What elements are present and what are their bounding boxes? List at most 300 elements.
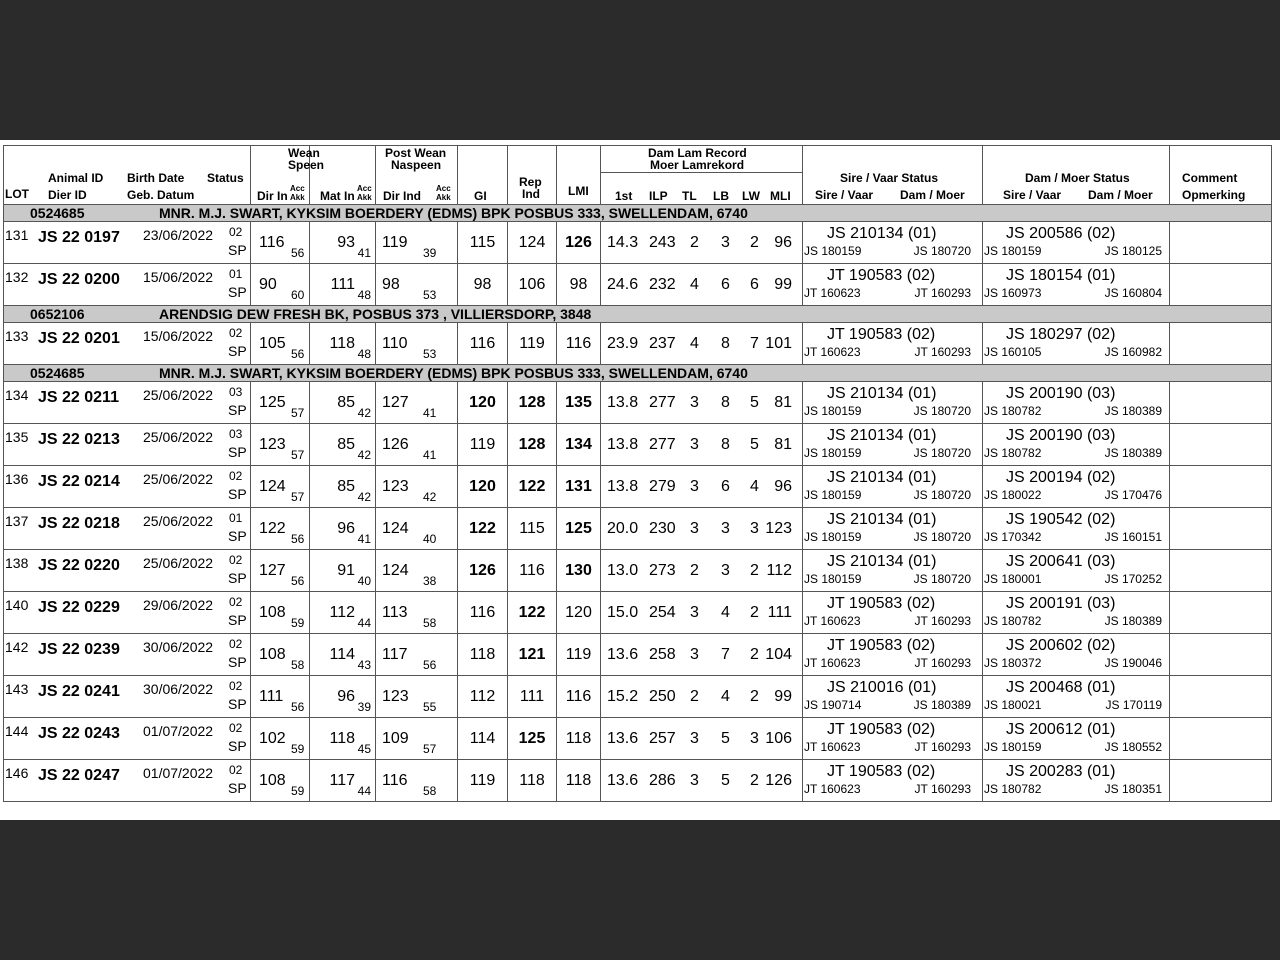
dam-tl: 3 (690, 436, 699, 453)
dam-first: 20.0 (607, 520, 639, 537)
animal-identity-cell (4, 466, 251, 508)
dam-lb: 5 (721, 730, 730, 747)
rep-ind-cell: 111 (508, 676, 557, 718)
wean-mat-acc: 48 (357, 288, 371, 302)
post-wean-acc: 42 (423, 490, 437, 504)
wean-mat-cell (310, 222, 376, 264)
sire-dam: JT 160293 (914, 614, 971, 628)
dam-mli: 96 (774, 478, 792, 495)
wean-mat-index: 85 (337, 394, 355, 411)
breeder-number: 0524685 (30, 365, 85, 381)
dam-sire: JS 180159 (984, 244, 1042, 258)
animal-identity-cell (4, 676, 251, 718)
header-moer-lamrekord: Moer Lamrekord (650, 158, 745, 172)
lmi-cell: 125 (557, 508, 601, 550)
dam-tl: 2 (690, 688, 699, 705)
dam-first: 15.0 (607, 604, 639, 621)
animal-id: JS 22 0243 (38, 725, 120, 742)
dam-first: 15.2 (607, 688, 639, 705)
dam-lb: 3 (721, 520, 730, 537)
wean-dir-acc: 56 (291, 700, 305, 714)
dam-record-cell (601, 382, 803, 424)
sire-sire: JT 160623 (804, 345, 861, 359)
owner-line (4, 365, 1271, 381)
header-lw: LW (742, 189, 760, 203)
lot-number: 138 (5, 555, 29, 571)
dam-lw: 4 (750, 478, 759, 495)
dam-record-cell (601, 323, 803, 365)
wean-mat-index: 117 (329, 772, 355, 789)
dam-tl: 3 (690, 394, 699, 411)
dam-dam: JS 160804 (1104, 286, 1162, 300)
dam-lw: 2 (750, 234, 759, 251)
wean-mat-cell (310, 760, 376, 802)
sire-status-cell (803, 760, 983, 802)
animal-row (4, 676, 1272, 718)
owner-group-row (4, 365, 1272, 382)
dam-record-cell (601, 676, 803, 718)
wean-dir-cell (251, 264, 310, 306)
dam-tl: 4 (690, 276, 699, 293)
wean-dir-index: 111 (259, 688, 284, 705)
post-wean-acc: 57 (423, 742, 437, 756)
sire-id: JS 210134 (01) (827, 385, 937, 402)
dam-id: JS 200602 (02) (1006, 637, 1116, 654)
wean-mat-cell (310, 592, 376, 634)
header-akk: Akk (436, 193, 451, 202)
header-akk: Akk (357, 193, 372, 202)
dam-sire: JS 180782 (984, 782, 1042, 796)
status-code: 02 (229, 225, 243, 239)
lmi-cell: 116 (557, 676, 601, 718)
header-dier-id: Dier ID (48, 188, 87, 202)
dam-mli: 112 (766, 562, 792, 579)
header-dir-ind: Dir Ind (383, 189, 421, 203)
sire-id: JS 210134 (01) (827, 469, 937, 486)
wean-mat-acc: 43 (357, 658, 371, 672)
sire-id: JS 210016 (01) (827, 679, 937, 696)
animal-id: JS 22 0213 (38, 431, 120, 448)
wean-dir-acc: 56 (291, 532, 305, 546)
wean-dir-index: 108 (259, 646, 286, 663)
owner-group-row (4, 306, 1272, 323)
gi-cell: 119 (458, 424, 508, 466)
dam-ilp: 258 (649, 646, 676, 663)
dam-status-cell (983, 222, 1170, 264)
wean-dir-index: 108 (259, 772, 286, 789)
dam-lb: 8 (721, 436, 730, 453)
dam-dam: JS 160982 (1104, 345, 1162, 359)
sire-status-cell (803, 323, 983, 365)
rep-ind-cell: 116 (508, 550, 557, 592)
animal-row (4, 264, 1272, 306)
dam-status-cell (983, 718, 1170, 760)
dam-tl: 3 (690, 730, 699, 747)
header-birth-date: Birth Date (127, 171, 185, 185)
post-wean-index: 113 (382, 604, 408, 621)
dam-sire: JS 180022 (984, 488, 1042, 502)
dam-record-cell (601, 424, 803, 466)
animal-row (4, 222, 1272, 264)
animal-id: JS 22 0220 (38, 557, 120, 574)
birth-date: 29/06/2022 (143, 597, 214, 613)
header-ilp: ILP (649, 189, 668, 203)
status-code: 01 (229, 511, 243, 525)
header-lmi-label: LMI (568, 184, 589, 198)
sire-id: JT 190583 (02) (827, 763, 936, 780)
animal-row (4, 424, 1272, 466)
post-wean-acc: 58 (423, 616, 437, 630)
wean-mat-index: 96 (337, 688, 355, 705)
lot-number: 132 (5, 269, 29, 285)
wean-mat-index: 118 (329, 335, 355, 352)
birth-date: 30/06/2022 (143, 639, 214, 655)
post-wean-index: 126 (382, 436, 409, 453)
dam-lw: 2 (750, 688, 759, 705)
header-status: Status (207, 171, 244, 185)
wean-dir-acc: 58 (291, 658, 305, 672)
header-wean-dir (251, 146, 325, 205)
status-code: 02 (229, 763, 243, 777)
comment-cell (1170, 676, 1272, 718)
post-wean-cell (376, 718, 458, 760)
animal-id: JS 22 0229 (38, 599, 120, 616)
dam-tl: 3 (690, 772, 699, 789)
dam-mli: 106 (765, 730, 792, 747)
dam-mli: 99 (774, 276, 792, 293)
wean-mat-cell (310, 508, 376, 550)
dam-status-cell (983, 424, 1170, 466)
header-acc: Acc (290, 184, 305, 193)
dam-ilp: 286 (649, 772, 676, 789)
post-wean-acc: 58 (423, 784, 437, 798)
header-akk: Akk (290, 193, 305, 202)
wean-dir-acc: 57 (291, 406, 305, 420)
post-wean-acc: 38 (423, 574, 437, 588)
wean-mat-index: 112 (329, 604, 355, 621)
post-wean-index: 98 (382, 276, 400, 293)
dam-status-cell (983, 323, 1170, 365)
sire-dam: JT 160293 (914, 286, 971, 300)
wean-dir-cell (251, 760, 310, 802)
post-wean-index: 119 (382, 234, 408, 251)
animal-row (4, 592, 1272, 634)
wean-dir-index: 105 (259, 335, 286, 352)
wean-dir-cell (251, 323, 310, 365)
dam-id: JS 190542 (02) (1006, 511, 1116, 528)
rep-ind-cell: 115 (508, 508, 557, 550)
dam-lw: 2 (750, 604, 759, 621)
sire-status-cell (803, 222, 983, 264)
wean-mat-index: 114 (329, 646, 355, 663)
status-type: SP (228, 242, 247, 258)
status-type: SP (228, 486, 247, 502)
animal-row (4, 760, 1272, 802)
wean-mat-acc: 44 (357, 616, 371, 630)
dam-mli: 81 (774, 394, 792, 411)
comment-cell (1170, 323, 1272, 365)
dam-lw: 6 (750, 276, 759, 293)
sire-dam: JS 180720 (913, 488, 971, 502)
dam-record-cell (601, 264, 803, 306)
wean-dir-acc: 59 (291, 784, 305, 798)
dam-sire: JS 180001 (984, 572, 1042, 586)
wean-dir-acc: 60 (291, 288, 305, 302)
animal-id: JS 22 0218 (38, 515, 120, 532)
wean-dir-index: 125 (259, 394, 286, 411)
dam-lb: 6 (721, 478, 730, 495)
rep-ind-cell: 106 (508, 264, 557, 306)
sire-dam: JT 160293 (914, 656, 971, 670)
status-type: SP (228, 780, 247, 796)
dam-first: 13.8 (607, 436, 639, 453)
birth-date: 25/06/2022 (143, 471, 214, 487)
animal-identity-cell (4, 508, 251, 550)
header-animal-id: Animal ID (48, 171, 104, 185)
dam-status-cell (983, 508, 1170, 550)
post-wean-cell (376, 323, 458, 365)
dam-tl: 3 (690, 478, 699, 495)
header-dam-status (983, 146, 1170, 205)
dam-lb: 4 (721, 688, 730, 705)
sale-catalogue-table (3, 145, 1272, 802)
sire-sire: JS 180159 (804, 404, 862, 418)
dam-id: JS 200641 (03) (1006, 553, 1116, 570)
dam-status-cell (983, 634, 1170, 676)
wean-dir-acc: 56 (291, 574, 305, 588)
status-type: SP (228, 738, 247, 754)
animal-identity-cell (4, 382, 251, 424)
animal-id: JS 22 0239 (38, 641, 120, 658)
dam-lw: 2 (750, 772, 759, 789)
wean-dir-index: 102 (259, 730, 286, 747)
animal-id: JS 22 0241 (38, 683, 120, 700)
wean-mat-acc: 41 (357, 246, 371, 260)
dam-sire: JS 160973 (984, 286, 1042, 300)
wean-mat-index: 93 (337, 234, 355, 251)
animal-row (4, 718, 1272, 760)
dam-tl: 2 (690, 234, 699, 251)
dam-record-cell (601, 550, 803, 592)
gi-cell: 122 (458, 508, 508, 550)
owner-group-cell (4, 205, 1272, 222)
wean-mat-index: 111 (330, 276, 355, 293)
birth-date: 25/06/2022 (143, 555, 214, 571)
header-speen: Speen (288, 158, 325, 172)
birth-date: 30/06/2022 (143, 681, 214, 697)
gi-cell: 120 (458, 466, 508, 508)
sire-sire: JS 180159 (804, 572, 862, 586)
post-wean-acc: 56 (423, 658, 437, 672)
dam-dam: JS 170476 (1104, 488, 1162, 502)
animal-row (4, 550, 1272, 592)
dam-first: 13.6 (607, 646, 639, 663)
gi-cell: 114 (458, 718, 508, 760)
dam-tl: 3 (690, 604, 699, 621)
wean-dir-index: 124 (259, 478, 286, 495)
lmi-cell: 120 (557, 592, 601, 634)
header-dam-moer-status: Dam / Moer Status (1025, 171, 1130, 185)
gi-cell: 120 (458, 382, 508, 424)
wean-dir-cell (251, 550, 310, 592)
sire-id: JS 210134 (01) (827, 553, 937, 570)
status-type: SP (228, 284, 247, 300)
post-wean-cell (376, 760, 458, 802)
post-wean-index: 109 (382, 730, 409, 747)
dam-mli: 126 (765, 772, 792, 789)
header-wean: Wean (288, 146, 320, 160)
sire-sire: JS 180159 (804, 446, 862, 460)
sire-dam: JS 180389 (913, 698, 971, 712)
animal-id: JS 22 0247 (38, 767, 120, 784)
post-wean-index: 123 (382, 688, 409, 705)
lmi-cell: 116 (557, 323, 601, 365)
wean-dir-index: 122 (259, 520, 286, 537)
dam-dam: JS 180389 (1104, 404, 1162, 418)
owner-name: ARENDSIG DEW FRESH BK, POSBUS 373 , VILLIERSDORP, 3848 (159, 306, 592, 322)
wean-mat-cell (310, 718, 376, 760)
wean-mat-cell (310, 634, 376, 676)
post-wean-acc: 55 (423, 700, 437, 714)
dam-id: JS 200191 (03) (1006, 595, 1116, 612)
dam-status-cell (983, 592, 1170, 634)
rep-ind-cell: 121 (508, 634, 557, 676)
wean-dir-cell (251, 466, 310, 508)
lot-number: 143 (5, 681, 29, 697)
dam-id: JS 200283 (01) (1006, 763, 1116, 780)
breeder-number: 0524685 (30, 205, 85, 221)
header-rep-ind (508, 146, 557, 205)
dam-dam: JS 170119 (1105, 698, 1162, 712)
birth-date: 01/07/2022 (143, 765, 214, 781)
rep-ind-cell: 118 (508, 760, 557, 802)
dam-lw: 7 (750, 335, 759, 352)
lot-number: 136 (5, 471, 29, 487)
sire-sire: JS 180159 (804, 488, 862, 502)
wean-mat-acc: 41 (357, 532, 371, 546)
dam-tl: 4 (690, 335, 699, 352)
sire-dam: JS 180720 (913, 572, 971, 586)
dam-first: 13.0 (607, 562, 639, 579)
sire-status-cell (803, 382, 983, 424)
sire-status-cell (803, 550, 983, 592)
wean-mat-acc: 39 (357, 700, 371, 714)
header-lb: LB (713, 189, 729, 203)
header-post-wean-en: Post Wean (385, 146, 447, 160)
dam-dam: JS 180552 (1104, 740, 1162, 754)
header-comment (1170, 146, 1272, 205)
animal-identity-cell (4, 634, 251, 676)
dam-record-cell (601, 760, 803, 802)
status-code: 01 (229, 267, 243, 281)
status-type: SP (228, 612, 247, 628)
dam-lb: 5 (721, 772, 730, 789)
sire-sire: JS 180159 (804, 530, 862, 544)
wean-dir-cell (251, 718, 310, 760)
sire-id: JT 190583 (02) (827, 637, 936, 654)
header-dam-sire-vaar: Sire / Vaar (1003, 188, 1062, 202)
dam-first: 13.8 (607, 478, 639, 495)
dam-tl: 2 (690, 562, 699, 579)
animal-identity-cell (4, 592, 251, 634)
dam-lw: 2 (750, 562, 759, 579)
wean-mat-index: 85 (337, 478, 355, 495)
dam-dam: JS 180125 (1104, 244, 1162, 258)
animal-id: JS 22 0211 (38, 389, 119, 406)
wean-mat-index: 91 (337, 562, 355, 579)
dam-id: JS 180297 (02) (1006, 326, 1116, 343)
comment-cell (1170, 382, 1272, 424)
post-wean-index: 116 (382, 772, 408, 789)
wean-dir-index: 127 (259, 562, 286, 579)
comment-cell (1170, 592, 1272, 634)
header-dam-dam-moer: Dam / Moer (1088, 188, 1153, 202)
sire-dam: JS 180720 (913, 404, 971, 418)
dam-mli: 111 (767, 604, 792, 621)
lot-number: 135 (5, 429, 29, 445)
lot-number: 144 (5, 723, 29, 739)
dam-sire: JS 160105 (984, 345, 1042, 359)
gi-cell: 98 (458, 264, 508, 306)
post-wean-acc: 40 (423, 532, 437, 546)
dam-record-cell (601, 222, 803, 264)
dam-sire: JS 180159 (984, 740, 1042, 754)
owner-line (4, 205, 1271, 221)
status-code: 02 (229, 326, 243, 340)
wean-mat-cell (310, 424, 376, 466)
post-wean-acc: 41 (423, 448, 437, 462)
sire-id: JS 210134 (01) (827, 427, 937, 444)
dam-tl: 3 (690, 520, 699, 537)
dam-record-cell (601, 508, 803, 550)
wean-dir-index: 123 (259, 436, 286, 453)
comment-cell (1170, 222, 1272, 264)
dam-record-cell (601, 466, 803, 508)
lmi-cell: 134 (557, 424, 601, 466)
owner-name: MNR. M.J. SWART, KYKSIM BOERDERY (EDMS) BPK POSBUS 333, SWELLENDAM, 6740 (159, 365, 748, 381)
dam-id: JS 200468 (01) (1006, 679, 1116, 696)
post-wean-acc: 53 (423, 347, 437, 361)
status-type: SP (228, 528, 247, 544)
animal-identity-cell (4, 760, 251, 802)
birth-date: 25/06/2022 (143, 513, 214, 529)
header-gi (458, 146, 508, 205)
header-mat-in: Mat In (320, 189, 355, 203)
animal-identity-cell (4, 718, 251, 760)
gi-cell: 126 (458, 550, 508, 592)
sire-sire: JT 160623 (804, 740, 861, 754)
dam-id: JS 180154 (01) (1006, 267, 1116, 284)
comment-cell (1170, 760, 1272, 802)
status-type: SP (228, 444, 247, 460)
header-dam-record (601, 146, 803, 205)
dam-status-cell (983, 550, 1170, 592)
wean-dir-acc: 57 (291, 490, 305, 504)
sire-dam: JT 160293 (914, 345, 971, 359)
dam-lw: 5 (750, 436, 759, 453)
dam-ilp: 277 (649, 394, 676, 411)
wean-dir-acc: 59 (291, 742, 305, 756)
animal-id: JS 22 0214 (38, 473, 120, 490)
sire-sire: JT 160623 (804, 614, 861, 628)
dam-record-cell (601, 718, 803, 760)
comment-cell (1170, 424, 1272, 466)
lmi-cell: 118 (557, 760, 601, 802)
dam-mli: 81 (774, 436, 792, 453)
wean-mat-cell (310, 382, 376, 424)
dam-dam: JS 190046 (1104, 656, 1162, 670)
header-dam-moer: Dam / Moer (900, 188, 965, 202)
